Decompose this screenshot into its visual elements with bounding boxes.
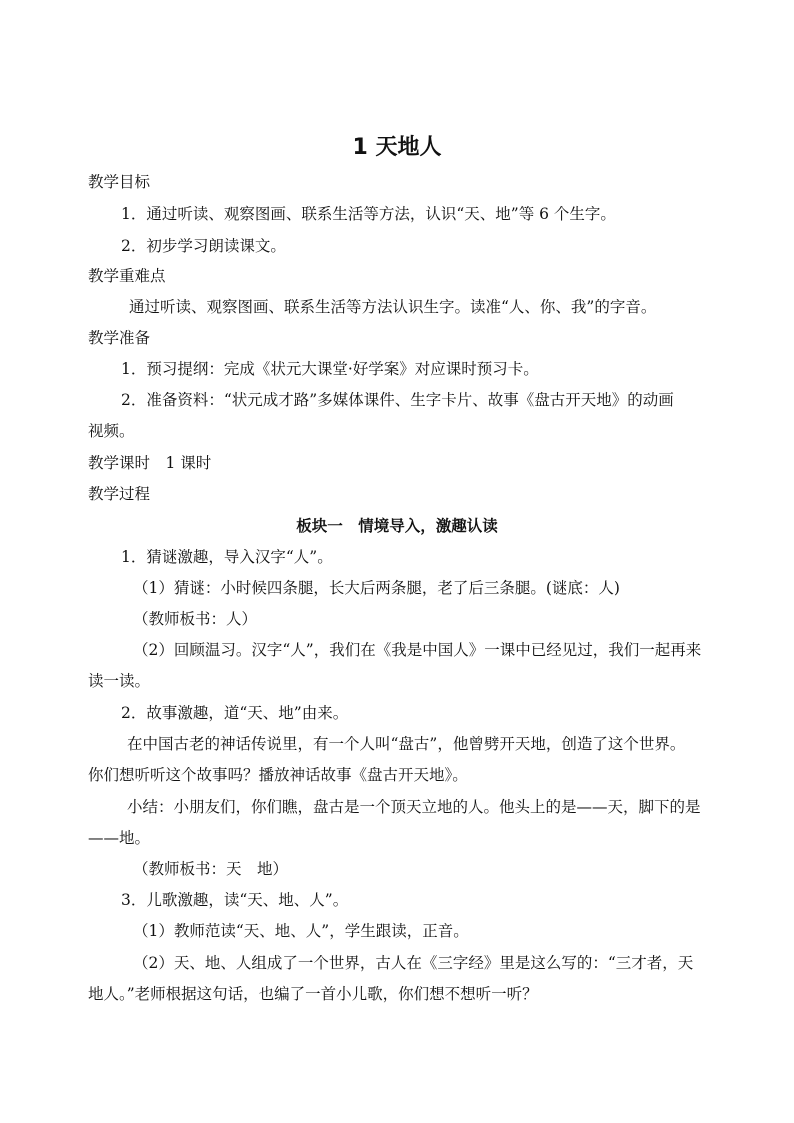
section-heading: 板块一 情境导入，激趣认读: [296, 517, 498, 535]
lesson-title: 1 天地人: [352, 135, 442, 160]
step-3: 3．儿歌激趣，读“天、地、人”。: [121, 891, 349, 909]
step-2-story: 在中国古老的神话传说里，有一个人叫“盘古”，他曾劈开天地，创造了这个世界。: [127, 735, 686, 753]
step-3-model-reading: （1）教师范读“天、地、人”，学生跟读，正音。: [133, 922, 469, 940]
preparation-2-cont: 视频。: [88, 422, 135, 440]
preparation-2: 2．准备资料：“状元成才路”多媒体课件、生字卡片、故事《盘古开天地》的动画: [121, 391, 674, 409]
objective-2: 2．初步学习朗读课文。: [121, 237, 286, 255]
step-2-summary: 小结：小朋友们，你们瞧，盘古是一个顶天立地的人。他头上的是——天，脚下的是: [127, 798, 701, 816]
objective-1: 1．通过听读、观察图画、联系生活等方法，认识“天、地”等 6 个生字。: [121, 205, 616, 223]
heading-key-points: 教学重难点: [88, 267, 166, 285]
step-1-board: （教师板书：人）: [133, 610, 258, 628]
step-2-story-cont: 你们想听听这个故事吗？播放神话故事《盘古开天地》。: [88, 766, 468, 784]
step-1: 1．猜谜激趣，导入汉字“人”。: [121, 548, 333, 566]
preparation-1: 1．预习提纲：完成《状元大课堂·好学案》对应课时预习卡。: [121, 360, 539, 378]
step-2-board: （教师板书：天 地）: [133, 860, 289, 878]
step-2: 2．故事激趣，道“天、地”由来。: [121, 704, 349, 722]
heading-preparation: 教学准备: [88, 329, 151, 347]
step-1-riddle: （1）猜谜：小时候四条腿，长大后两条腿，老了后三条腿。(谜底：人): [133, 579, 620, 597]
lesson-hours: 教学课时 1 课时: [88, 454, 212, 472]
step-1-review: （2）回顾温习。汉字“人”，我们在《我是中国人》一课中已经见过，我们一起再来: [133, 641, 702, 659]
heading-objectives: 教学目标: [88, 173, 151, 191]
step-1-review-cont: 读一读。: [88, 672, 151, 690]
step-3-classic: （2）天、地、人组成了一个世界，古人在《三字经》里是这么写的：“三才者，天: [133, 954, 694, 972]
step-3-classic-cont: 地人。”老师根据这句话，也编了一首小儿歌，你们想不想听一听？: [88, 985, 538, 1003]
key-points-text: 通过听读、观察图画、联系生活等方法认识生字。读准“人、你、我”的字音。: [129, 298, 657, 316]
heading-process: 教学过程: [88, 485, 151, 503]
step-2-summary-cont: ——地。: [88, 829, 151, 847]
